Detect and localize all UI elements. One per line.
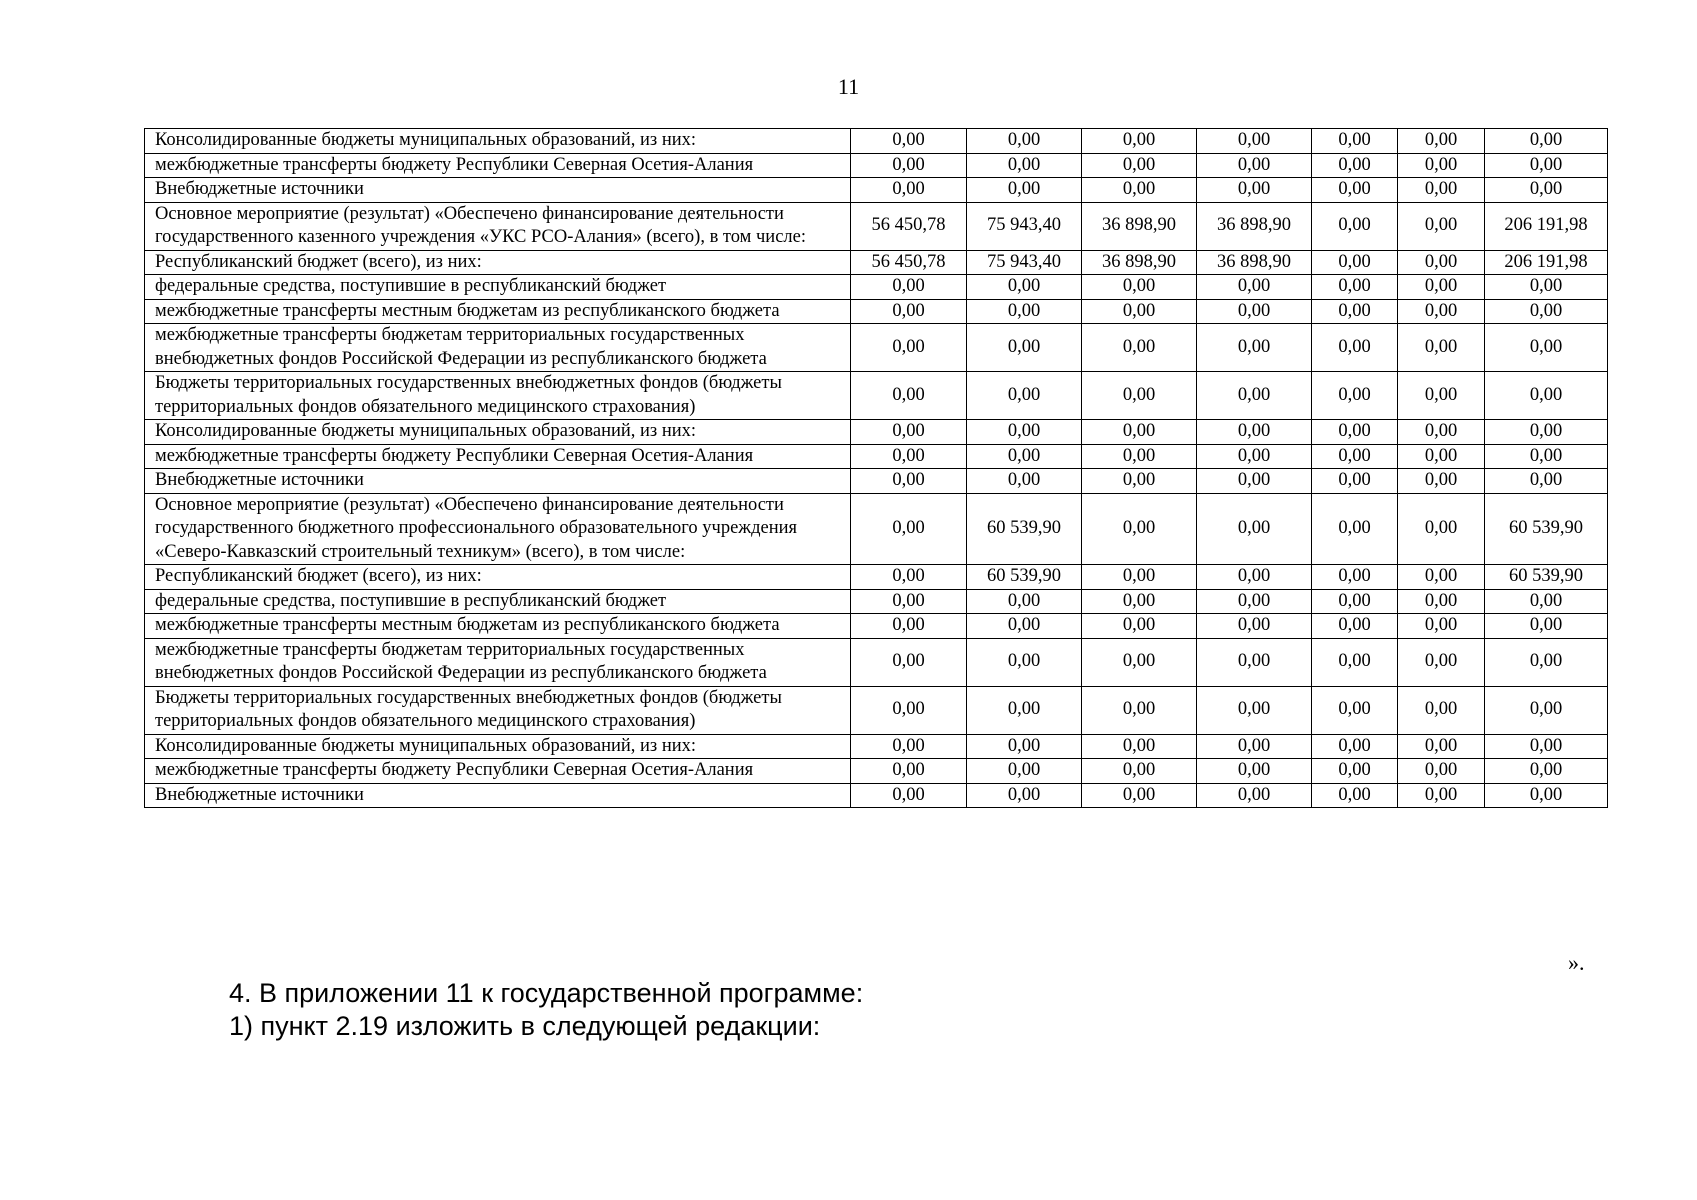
- value-cell: 0,00: [1082, 589, 1197, 614]
- value-cell: 0,00: [1398, 372, 1485, 420]
- value-cell: 0,00: [967, 686, 1082, 734]
- value-cell: 0,00: [1485, 444, 1608, 469]
- value-cell: 0,00: [1312, 589, 1398, 614]
- value-cell: 0,00: [1312, 614, 1398, 639]
- value-cell: 0,00: [1485, 372, 1608, 420]
- value-cell: 60 539,90: [967, 565, 1082, 590]
- value-cell: 0,00: [1312, 565, 1398, 590]
- value-cell: 0,00: [1312, 420, 1398, 445]
- closing-quote: ».: [1568, 950, 1585, 975]
- table-row: [145, 589, 1608, 614]
- value-cell: 0,00: [1312, 759, 1398, 784]
- value-cell: 0,00: [1312, 202, 1398, 250]
- row-label: федеральные средства, поступившие в республиканский бюджет: [145, 589, 851, 614]
- table-row: [145, 420, 1608, 445]
- value-cell: 0,00: [1312, 734, 1398, 759]
- value-cell: 0,00: [1082, 493, 1197, 565]
- value-cell: 0,00: [1197, 275, 1312, 300]
- row-label: Республиканский бюджет (всего), из них:: [145, 565, 851, 590]
- value-cell: 0,00: [1082, 129, 1197, 154]
- value-cell: 0,00: [1312, 686, 1398, 734]
- value-cell: 0,00: [967, 178, 1082, 203]
- value-cell: 0,00: [1197, 299, 1312, 324]
- value-cell: 0,00: [851, 444, 967, 469]
- value-cell: 0,00: [967, 589, 1082, 614]
- table-row: [145, 178, 1608, 203]
- value-cell: 0,00: [967, 469, 1082, 494]
- value-cell: 0,00: [851, 275, 967, 300]
- value-cell: 0,00: [1485, 734, 1608, 759]
- table-row: [145, 324, 1608, 372]
- value-cell: 0,00: [1485, 324, 1608, 372]
- value-cell: 36 898,90: [1197, 250, 1312, 275]
- value-cell: 0,00: [1197, 589, 1312, 614]
- value-cell: 0,00: [1197, 129, 1312, 154]
- value-cell: 0,00: [1398, 202, 1485, 250]
- value-cell: 0,00: [1398, 153, 1485, 178]
- value-cell: 0,00: [1197, 565, 1312, 590]
- value-cell: 0,00: [1485, 614, 1608, 639]
- value-cell: 0,00: [967, 275, 1082, 300]
- value-cell: 36 898,90: [1082, 250, 1197, 275]
- row-label: Основное мероприятие (результат) «Обеспечено финансирование деятельности государственного бюджетного профессионального образовательного учреждения «Северо-Кавказский строительный техникум» (всего), в том числе:: [145, 493, 851, 565]
- value-cell: 0,00: [851, 589, 967, 614]
- value-cell: 0,00: [1082, 565, 1197, 590]
- value-cell: 0,00: [1485, 759, 1608, 784]
- value-cell: 36 898,90: [1197, 202, 1312, 250]
- table-row: [145, 734, 1608, 759]
- value-cell: 0,00: [967, 614, 1082, 639]
- value-cell: 0,00: [1398, 686, 1485, 734]
- value-cell: 60 539,90: [1485, 493, 1608, 565]
- value-cell: 60 539,90: [1485, 565, 1608, 590]
- table-row: [145, 638, 1608, 686]
- value-cell: 0,00: [1082, 372, 1197, 420]
- value-cell: 0,00: [1398, 783, 1485, 808]
- table-row: [145, 469, 1608, 494]
- value-cell: 0,00: [1485, 178, 1608, 203]
- value-cell: 0,00: [851, 686, 967, 734]
- value-cell: 0,00: [851, 469, 967, 494]
- value-cell: 0,00: [851, 178, 967, 203]
- value-cell: 0,00: [851, 420, 967, 445]
- value-cell: 0,00: [1398, 420, 1485, 445]
- row-label: Бюджеты территориальных государственных внебюджетных фондов (бюджеты территориальных фондов обязательного медицинского страхования): [145, 686, 851, 734]
- value-cell: 0,00: [851, 324, 967, 372]
- value-cell: 0,00: [1082, 783, 1197, 808]
- value-cell: 0,00: [967, 734, 1082, 759]
- value-cell: 0,00: [1312, 250, 1398, 275]
- value-cell: 0,00: [1312, 299, 1398, 324]
- value-cell: 0,00: [1398, 469, 1485, 494]
- value-cell: 0,00: [1398, 129, 1485, 154]
- row-label: межбюджетные трансферты местным бюджетам из республиканского бюджета: [145, 614, 851, 639]
- paragraph-line-2: 1) пункт 2.19 изложить в следующей редакции:: [229, 1011, 821, 1041]
- value-cell: 0,00: [1082, 759, 1197, 784]
- table-row: [145, 493, 1608, 565]
- value-cell: 0,00: [1398, 275, 1485, 300]
- value-cell: 0,00: [1485, 783, 1608, 808]
- value-cell: 0,00: [1082, 734, 1197, 759]
- value-cell: 0,00: [1485, 299, 1608, 324]
- value-cell: 0,00: [1082, 299, 1197, 324]
- value-cell: 0,00: [1197, 734, 1312, 759]
- value-cell: 0,00: [851, 299, 967, 324]
- value-cell: 0,00: [1197, 638, 1312, 686]
- value-cell: 0,00: [1312, 372, 1398, 420]
- value-cell: 0,00: [1197, 444, 1312, 469]
- value-cell: 0,00: [1312, 129, 1398, 154]
- value-cell: 0,00: [1082, 420, 1197, 445]
- budget-table-body: [145, 129, 1608, 808]
- row-label: Консолидированные бюджеты муниципальных образований, из них:: [145, 420, 851, 445]
- value-cell: 0,00: [967, 759, 1082, 784]
- budget-table: [144, 128, 1608, 808]
- value-cell: 0,00: [967, 129, 1082, 154]
- value-cell: 75 943,40: [967, 250, 1082, 275]
- value-cell: 0,00: [851, 153, 967, 178]
- value-cell: 0,00: [851, 565, 967, 590]
- value-cell: 0,00: [1197, 493, 1312, 565]
- value-cell: 0,00: [1398, 614, 1485, 639]
- value-cell: 0,00: [967, 324, 1082, 372]
- value-cell: 0,00: [851, 614, 967, 639]
- value-cell: 0,00: [1398, 444, 1485, 469]
- table-row: [145, 299, 1608, 324]
- value-cell: 0,00: [1082, 324, 1197, 372]
- value-cell: 0,00: [1082, 275, 1197, 300]
- value-cell: 0,00: [1485, 153, 1608, 178]
- value-cell: 0,00: [967, 638, 1082, 686]
- value-cell: 0,00: [851, 638, 967, 686]
- value-cell: 0,00: [967, 153, 1082, 178]
- row-label: межбюджетные трансферты местным бюджетам из республиканского бюджета: [145, 299, 851, 324]
- value-cell: 0,00: [1485, 686, 1608, 734]
- table-row: [145, 275, 1608, 300]
- table-row: [145, 202, 1608, 250]
- value-cell: 0,00: [1485, 275, 1608, 300]
- table-row: [145, 129, 1608, 154]
- value-cell: 0,00: [1082, 444, 1197, 469]
- table-row: [145, 614, 1608, 639]
- value-cell: 0,00: [1197, 783, 1312, 808]
- value-cell: 75 943,40: [967, 202, 1082, 250]
- table-row: [145, 153, 1608, 178]
- table-row: [145, 783, 1608, 808]
- page-number: 11: [837, 74, 860, 99]
- table-row: [145, 759, 1608, 784]
- row-label: межбюджетные трансферты бюджетам территориальных государственных внебюджетных фондов Российской Федерации из республиканского бюджета: [145, 324, 851, 372]
- value-cell: 0,00: [1312, 153, 1398, 178]
- value-cell: 0,00: [1197, 420, 1312, 445]
- value-cell: 0,00: [851, 783, 967, 808]
- row-label: межбюджетные трансферты бюджету Республики Северная Осетия-Алания: [145, 153, 851, 178]
- value-cell: 0,00: [1197, 153, 1312, 178]
- value-cell: 0,00: [1197, 686, 1312, 734]
- row-label: Республиканский бюджет (всего), из них:: [145, 250, 851, 275]
- value-cell: 0,00: [1312, 324, 1398, 372]
- row-label: Внебюджетные источники: [145, 178, 851, 203]
- value-cell: 0,00: [1398, 638, 1485, 686]
- value-cell: 0,00: [1082, 469, 1197, 494]
- row-label: межбюджетные трансферты бюджету Республики Северная Осетия-Алания: [145, 759, 851, 784]
- value-cell: 0,00: [851, 759, 967, 784]
- table-row: [145, 250, 1608, 275]
- value-cell: 0,00: [851, 372, 967, 420]
- value-cell: 0,00: [1398, 589, 1485, 614]
- value-cell: 0,00: [1485, 129, 1608, 154]
- value-cell: 0,00: [1398, 734, 1485, 759]
- value-cell: 60 539,90: [967, 493, 1082, 565]
- value-cell: 0,00: [1082, 178, 1197, 203]
- value-cell: 0,00: [1398, 250, 1485, 275]
- value-cell: 0,00: [1485, 420, 1608, 445]
- value-cell: 0,00: [1082, 638, 1197, 686]
- value-cell: 0,00: [1398, 493, 1485, 565]
- value-cell: 0,00: [1398, 759, 1485, 784]
- value-cell: 0,00: [1485, 638, 1608, 686]
- value-cell: 0,00: [1312, 469, 1398, 494]
- value-cell: 0,00: [1398, 299, 1485, 324]
- value-cell: 56 450,78: [851, 250, 967, 275]
- value-cell: 0,00: [851, 734, 967, 759]
- value-cell: 36 898,90: [1082, 202, 1197, 250]
- row-label: Консолидированные бюджеты муниципальных образований, из них:: [145, 129, 851, 154]
- table-row: [145, 444, 1608, 469]
- value-cell: 0,00: [1197, 324, 1312, 372]
- row-label: Бюджеты территориальных государственных внебюджетных фондов (бюджеты территориальных фондов обязательного медицинского страхования): [145, 372, 851, 420]
- table-row: [145, 372, 1608, 420]
- row-label: межбюджетные трансферты бюджетам территориальных государственных внебюджетных фондов Российской Федерации из республиканского бюджета: [145, 638, 851, 686]
- value-cell: 56 450,78: [851, 202, 967, 250]
- value-cell: 0,00: [1197, 614, 1312, 639]
- value-cell: 0,00: [1312, 638, 1398, 686]
- value-cell: 0,00: [1312, 493, 1398, 565]
- value-cell: 0,00: [967, 299, 1082, 324]
- table-row: [145, 565, 1608, 590]
- value-cell: 0,00: [1485, 589, 1608, 614]
- value-cell: 0,00: [1197, 759, 1312, 784]
- value-cell: 0,00: [1197, 469, 1312, 494]
- value-cell: 0,00: [1398, 324, 1485, 372]
- row-label: федеральные средства, поступившие в республиканский бюджет: [145, 275, 851, 300]
- value-cell: 0,00: [967, 420, 1082, 445]
- row-label: Внебюджетные источники: [145, 783, 851, 808]
- value-cell: 0,00: [851, 493, 967, 565]
- value-cell: 0,00: [851, 129, 967, 154]
- row-label: Консолидированные бюджеты муниципальных образований, из них:: [145, 734, 851, 759]
- value-cell: 0,00: [1312, 783, 1398, 808]
- value-cell: 206 191,98: [1485, 202, 1608, 250]
- value-cell: 0,00: [1082, 614, 1197, 639]
- value-cell: 0,00: [1312, 275, 1398, 300]
- row-label: Основное мероприятие (результат) «Обеспечено финансирование деятельности государственного казенного учреждения «УКС РСО-Алания» (всего), в том числе:: [145, 202, 851, 250]
- table-row: [145, 686, 1608, 734]
- value-cell: 0,00: [1485, 469, 1608, 494]
- paragraph-line-1: 4. В приложении 11 к государственной программе:: [229, 978, 864, 1008]
- value-cell: 0,00: [1398, 565, 1485, 590]
- value-cell: 0,00: [1197, 372, 1312, 420]
- value-cell: 0,00: [967, 783, 1082, 808]
- value-cell: 0,00: [1082, 153, 1197, 178]
- value-cell: 206 191,98: [1485, 250, 1608, 275]
- value-cell: 0,00: [1398, 178, 1485, 203]
- row-label: Внебюджетные источники: [145, 469, 851, 494]
- value-cell: 0,00: [1312, 444, 1398, 469]
- value-cell: 0,00: [1197, 178, 1312, 203]
- value-cell: 0,00: [1312, 178, 1398, 203]
- value-cell: 0,00: [967, 372, 1082, 420]
- row-label: межбюджетные трансферты бюджету Республики Северная Осетия-Алания: [145, 444, 851, 469]
- value-cell: 0,00: [1082, 686, 1197, 734]
- value-cell: 0,00: [967, 444, 1082, 469]
